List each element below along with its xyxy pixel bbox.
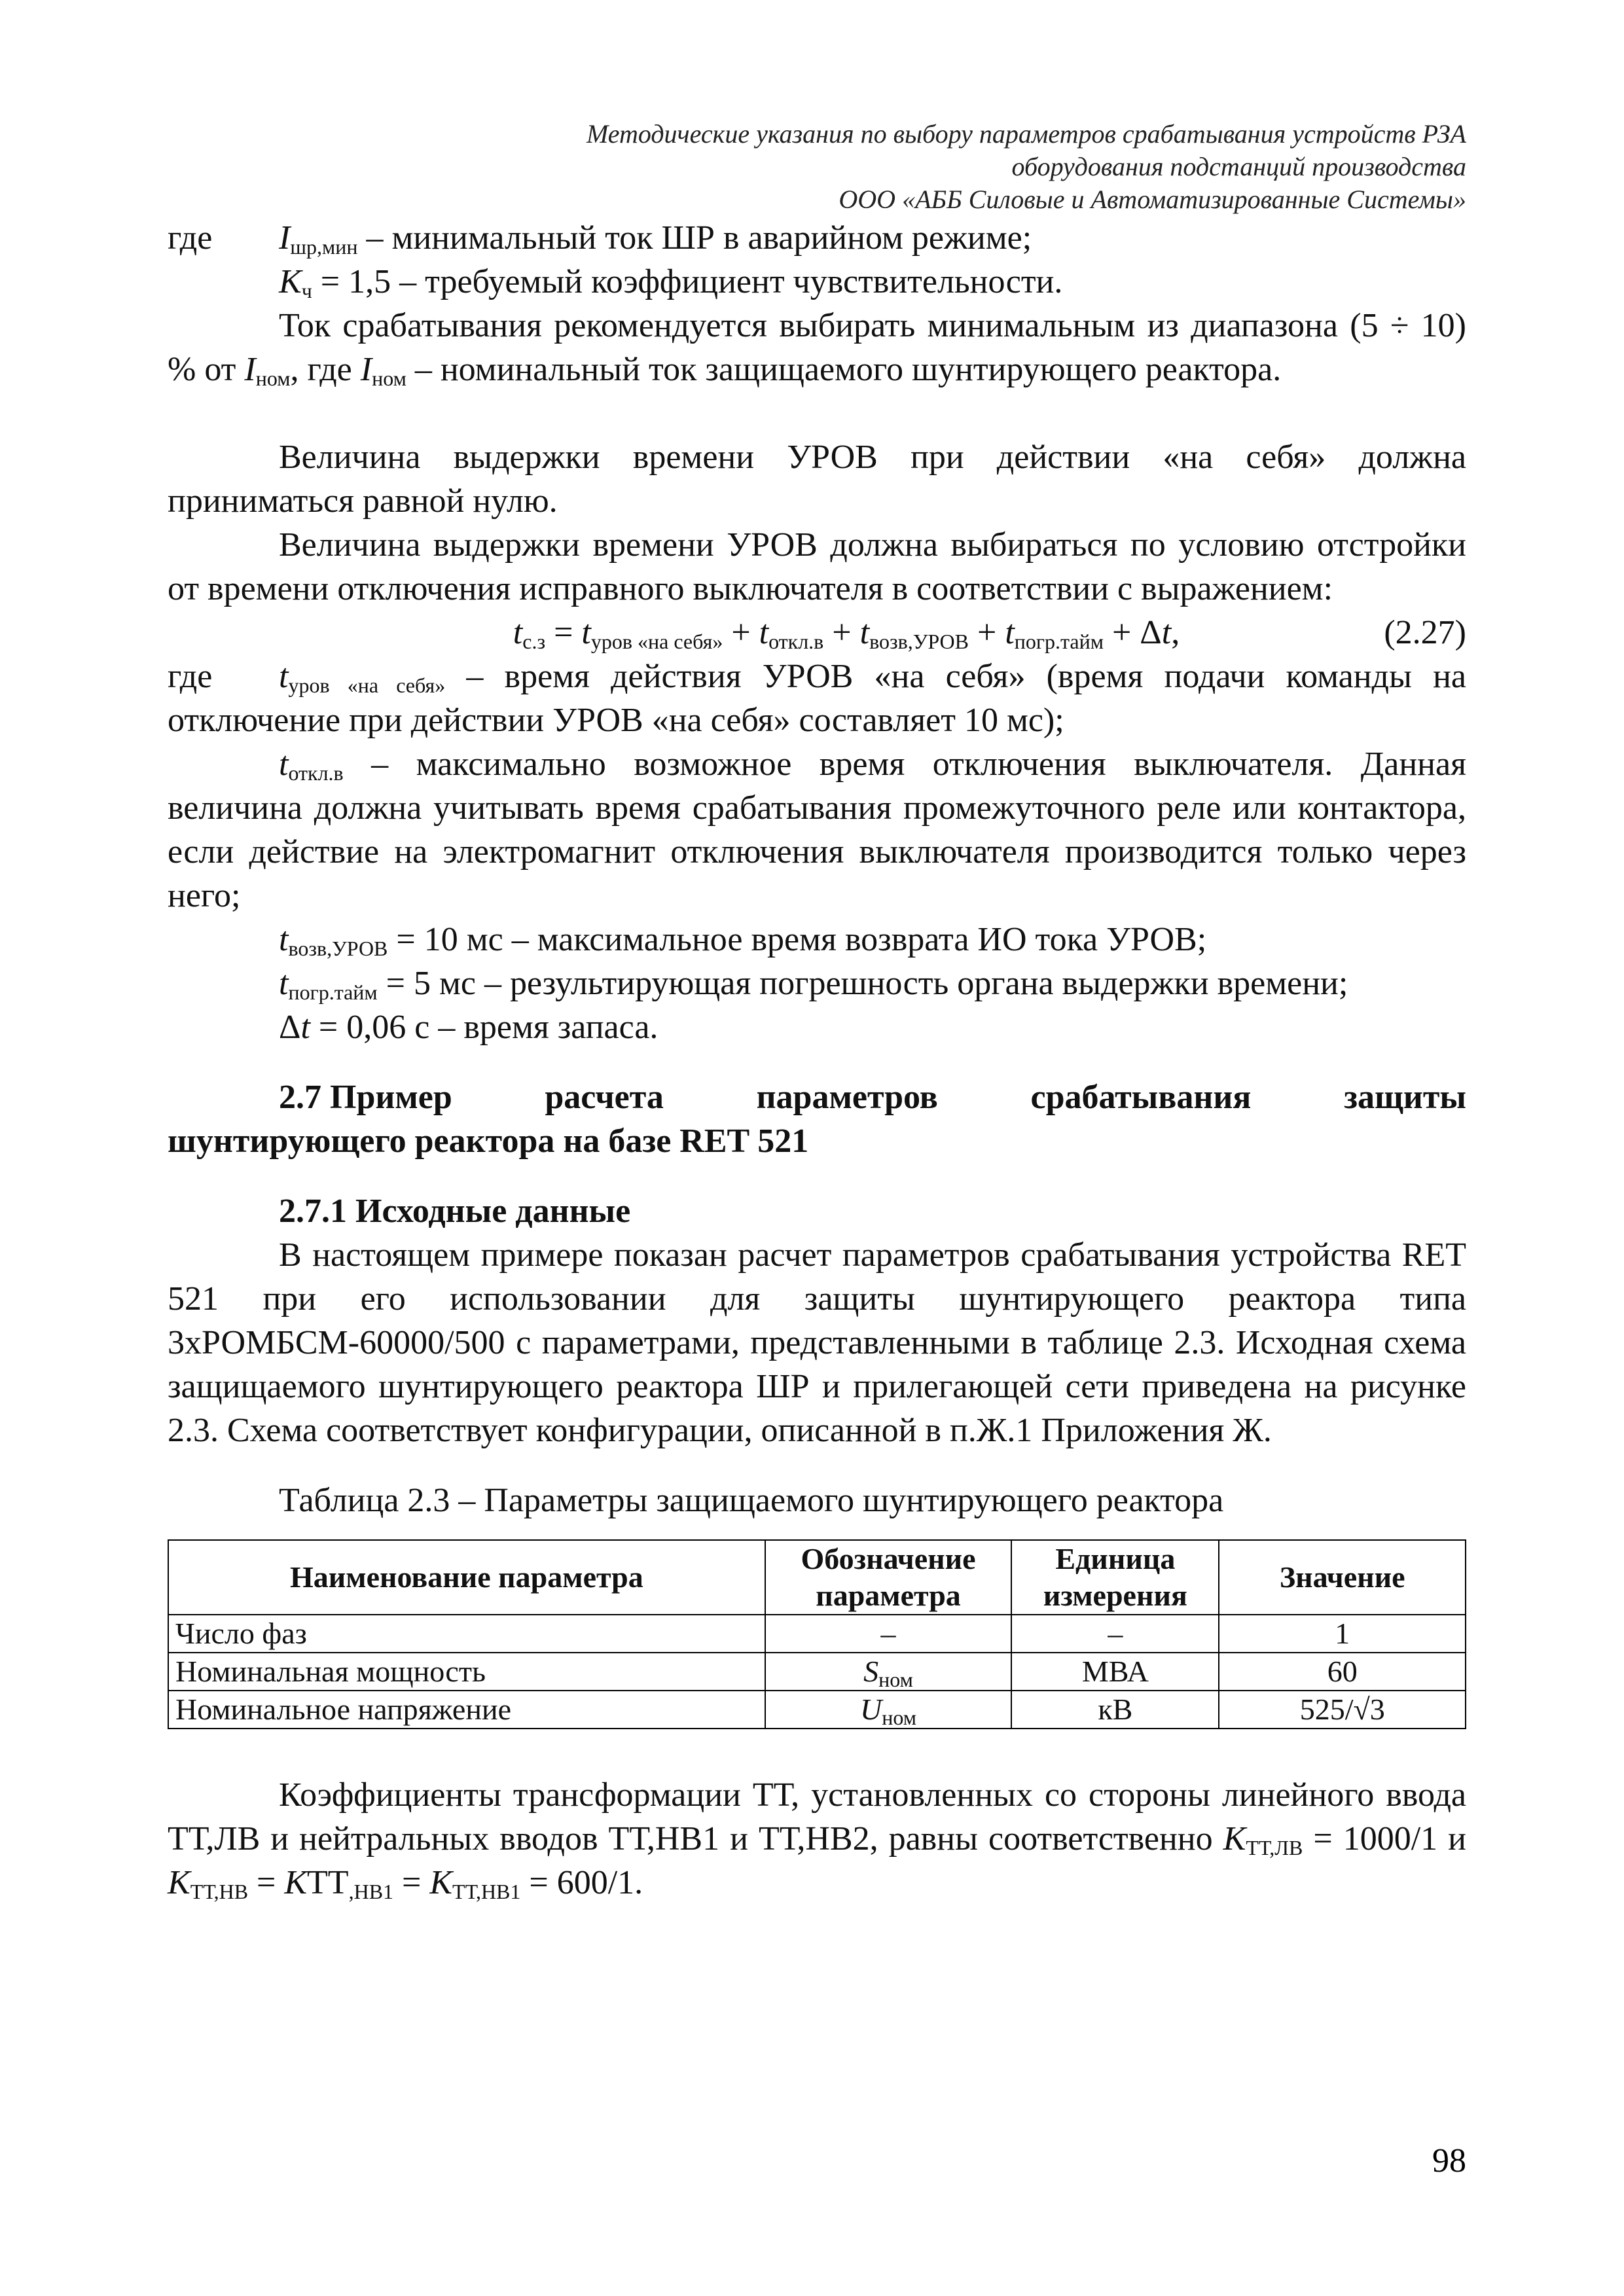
cell-value: 1 [1219, 1615, 1466, 1653]
symbol-subscript: откл.в [768, 630, 824, 653]
symbol: U [860, 1693, 882, 1726]
paragraph-ct-ratios [168, 1773, 1466, 1905]
where-label: где [168, 219, 213, 257]
symbol-subscript: ТТ,ЛВ [1246, 1836, 1303, 1859]
operator: = [545, 614, 582, 651]
formula-end: , [1171, 614, 1180, 651]
definition-k-ch [168, 260, 1466, 304]
paragraph-example-intro: В настоящем примере показан расчет параметров срабатывания устройства RET 521 при его использовании для защиты шунтирующего реактора типа 3хРОМБСМ-60000/500 с параметрами, представленными в таблице 2.3. Исходная схема защищаемого шунтирующего реактора ШР и прилегающей сети приведена на рисунке 2.3. Схема соответствует конфигурации, описанной в п.Ж.1 Приложения Ж. [168, 1236, 1466, 1449]
symbol: t [581, 614, 591, 651]
symbol: t [1005, 614, 1015, 651]
symbol-subscript: шр,мин [290, 235, 358, 259]
text: , где [290, 351, 361, 388]
symbol-subscript: ч [301, 279, 312, 302]
text: Коэффициенты трансформации ТТ, установленных со стороны линейного ввода ТТ,ЛВ и нейтральных вводов ТТ,НВ1 и ТТ,НВ2, равны соответственно [168, 1776, 1466, 1857]
formula-number: (2.27) [1384, 614, 1466, 651]
operator: + [723, 614, 759, 651]
definition-text: = 0,06 с – время запаса. [310, 1009, 659, 1046]
symbol-subscript: уров «на себя» [288, 673, 446, 697]
symbol-subscript: уров «на себя» [590, 630, 723, 653]
section-title-word: расчета [545, 1079, 664, 1116]
definition-delta-t [168, 1005, 1466, 1049]
symbol-subscript: ном [882, 1706, 916, 1729]
symbol: K [279, 263, 302, 300]
section-title-word: параметров [756, 1079, 938, 1116]
symbol-subscript: ТТ,НВ1 [452, 1880, 521, 1903]
spacer [168, 391, 1466, 435]
text: Ток срабатывания рекомендуется выбирать минимальным из диапазона (5 ÷ 10) % от [168, 307, 1466, 388]
symbol-subscript: откл.в [288, 761, 344, 785]
text: = 600/1. [520, 1864, 643, 1901]
cell-symbol [765, 1653, 1012, 1691]
column-header: Наименование параметра [168, 1540, 765, 1615]
symbol: S [863, 1655, 879, 1688]
symbol-subscript: погр.тайм [288, 980, 378, 1004]
symbol-subscript: возв,УРОВ [288, 937, 388, 960]
table-row [168, 1615, 1466, 1653]
cell-symbol [765, 1615, 1012, 1653]
table-caption: Таблица 2.3 – Параметры защищаемого шунтирующего реактора [279, 1482, 1224, 1519]
operator: + Δ [1103, 614, 1162, 651]
table-header-row [168, 1540, 1466, 1615]
cell-name: Число фаз [168, 1615, 765, 1653]
operator: + [823, 614, 860, 651]
symbol: K [429, 1864, 453, 1901]
symbol: t [300, 1009, 310, 1046]
symbol-subscript: ном [255, 367, 291, 390]
definition-text: – минимальный ток ШР в аварийном режиме; [357, 219, 1032, 257]
definition-text: = 10 мс – максимальное время возврата ИО тока УРОВ; [388, 921, 1207, 958]
symbol-subscript: ТТ,НВ [190, 1880, 249, 1903]
spacer [168, 1163, 1466, 1189]
parameters-table [168, 1539, 1466, 1729]
spacer [168, 1049, 1466, 1075]
symbol-subscript: с.з [522, 630, 546, 653]
spacer [168, 1452, 1466, 1479]
definition-t-pogr [168, 961, 1466, 1005]
text: – номинальный ток защищаемого шунтирующего реактора. [406, 351, 1282, 388]
section-title-word: 2.7 Пример [279, 1079, 452, 1116]
spacer [168, 1729, 1466, 1773]
symbol-subscript: возв,УРОВ [869, 630, 969, 653]
definition-text: = 1,5 – требуемый коэффициент чувствительности. [312, 263, 1063, 300]
subsection-title: 2.7.1 Исходные данные [279, 1193, 631, 1230]
delta-symbol: Δ [279, 1009, 301, 1046]
cell-value: 60 [1219, 1653, 1466, 1691]
section-title [168, 1075, 1466, 1119]
cell-name: Номинальная мощность [168, 1653, 765, 1691]
document-page [168, 118, 1466, 1905]
symbol: t [513, 614, 523, 651]
definition-text: – максимально возможное время отключения выключателя. Данная величина должна учитывать время срабатывания промежуточного реле или контактора, если действие на электромагнит отключения выключателя производится только через него; [168, 745, 1466, 914]
symbol: t [279, 658, 289, 695]
section-title-word: срабатывания [1030, 1079, 1252, 1116]
symbol: – [880, 1617, 896, 1650]
operator: + [969, 614, 1005, 651]
cell-value: 525/√3 [1219, 1691, 1466, 1729]
cell-unit: – [1011, 1615, 1219, 1653]
paragraph-pickup-current [168, 304, 1466, 391]
cell-name: Номинальное напряжение [168, 1691, 765, 1729]
cell-symbol [765, 1691, 1012, 1729]
symbol: K [1223, 1820, 1246, 1857]
cell-unit: кВ [1011, 1691, 1219, 1729]
table-row [168, 1691, 1466, 1729]
symbol: I [360, 351, 372, 388]
cell-unit: МВА [1011, 1653, 1219, 1691]
formula-2-27 [168, 611, 1466, 655]
table-row [168, 1653, 1466, 1691]
symbol: I [279, 219, 291, 257]
definition-t-urov-self [168, 655, 1466, 742]
symbol: t [859, 614, 870, 651]
paragraph-delay-condition: Величина выдержки времени УРОВ должна выбираться по условию отстройки от времени отключения исправного выключателя в соответствии с выражением: [168, 526, 1466, 607]
text: = 1000/1 и [1303, 1820, 1466, 1857]
text: = [393, 1864, 430, 1901]
header-line-2: оборудования подстанций производства [1011, 152, 1466, 181]
definition-t-otkl [168, 742, 1466, 918]
text: = [248, 1864, 285, 1901]
definition-text: – время действия УРОВ «на себя» (время подачи команды на отключение при действии УРОВ «на себя» составляет 10 мс); [168, 658, 1467, 739]
symbol: K [168, 1864, 190, 1901]
symbol-subscript: ном [372, 367, 406, 390]
symbol-subscript: погр.тайм [1014, 630, 1104, 653]
symbol: K [284, 1864, 308, 1901]
symbol: I [244, 351, 256, 388]
symbol: t [279, 921, 289, 958]
definition-t-vozv [168, 918, 1466, 961]
column-header: Значение [1219, 1540, 1466, 1615]
symbol: t [279, 745, 289, 783]
symbol: t [279, 965, 289, 1002]
header-line-3: ООО «АББ Силовые и Автоматизированные Системы» [839, 185, 1466, 214]
symbol: t [759, 614, 769, 651]
paragraph-self-delay: Величина выдержки времени УРОВ при действии «на себя» должна приниматься равной нулю. [168, 439, 1466, 520]
definition-text: = 5 мс – результирующая погрешность органа выдержки времени; [377, 965, 1348, 1002]
page-number: 98 [1432, 2142, 1466, 2179]
where-label: где [168, 658, 213, 695]
running-header [168, 118, 1466, 216]
header-line-1: Методические указания по выбору параметров срабатывания устройств РЗА [586, 119, 1466, 149]
section-title-line-2: шунтирующего реактора на базе RET 521 [168, 1122, 809, 1160]
symbol: t [1161, 614, 1172, 651]
symbol-subscript: ном [878, 1668, 913, 1691]
definition-i-shr-min [168, 216, 1466, 260]
column-header: Единица измерения [1011, 1540, 1219, 1615]
symbol-subscript: ,НВ1 [348, 1880, 394, 1903]
symbol-text: ТТ [307, 1864, 349, 1901]
column-header: Обозначение параметра [765, 1540, 1012, 1615]
section-title-word: защиты [1344, 1079, 1466, 1116]
